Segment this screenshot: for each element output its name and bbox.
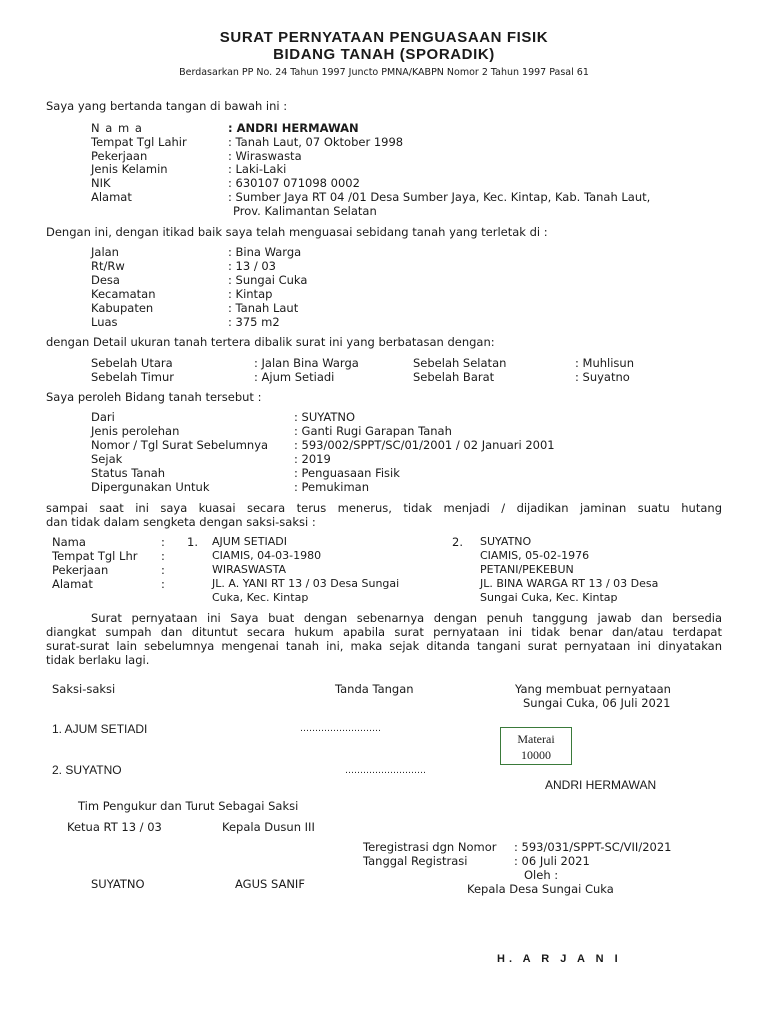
border-label-north: Sebelah Utara (91, 356, 173, 370)
land-value-regency: : Tanah Laut (228, 301, 299, 315)
person-label-birth: Tempat Tgl Lahir (91, 135, 187, 149)
acq-value-since: : 2019 (294, 452, 331, 466)
acq-value-prev-letter: : 593/002/SPPT/SC/01/2001 / 02 Januari 2001 (294, 438, 555, 452)
person-value-gender: : Laki-Laki (228, 162, 287, 176)
rt-head-label: Ketua RT 13 / 03 (67, 820, 162, 834)
witness-colon: : (161, 577, 165, 591)
witness1-birth: CIAMIS, 04-03-1980 (212, 549, 322, 562)
stamp-duty-box (500, 727, 572, 765)
witness-label-address: Alamat (52, 577, 93, 591)
document-title-line2: BIDANG TANAH (SPORADIK) (273, 46, 495, 63)
witness2-job: PETANI/PEKEBUN (480, 563, 574, 576)
witness1-name: AJUM SETIADI (212, 535, 287, 548)
registration-date-label: Tanggal Registrasi (363, 854, 468, 868)
person-label-name: N a m a (91, 121, 143, 135)
village-head-title: Kepala Desa Sungai Cuka (467, 882, 614, 896)
witness-label-birth: Tempat Tgl Lhr (52, 549, 138, 563)
witness1-job: WIRASWASTA (212, 563, 286, 576)
person-value-name: : ANDRI HERMAWAN (228, 121, 359, 135)
witness-colon: : (161, 563, 165, 577)
witness-colon: : (161, 549, 165, 563)
witness-label-name: Nama (52, 535, 86, 549)
team-heading: Tim Pengukur dan Turut Sebagai Saksi (78, 799, 299, 813)
land-intro-text: Dengan ini, dengan itikad baik saya telah menguasai sebidang tanah yang terletak di : (46, 225, 548, 239)
stamp-duty-value: 10000 (521, 748, 551, 762)
intro-text: Saya yang bertanda tangan di bawah ini : (46, 99, 288, 113)
person-value-nik: : 630107 071098 0002 (228, 176, 360, 190)
land-label-area: Luas (91, 315, 118, 329)
acq-value-status: : Penguasaan Fisik (294, 466, 400, 480)
acq-value-type: : Ganti Rugi Garapan Tanah (294, 424, 452, 438)
acq-label-prev-letter: Nomor / Tgl Surat Sebelumnya (91, 438, 269, 452)
witness2-name: SUYATNO (480, 535, 532, 548)
land-label-district: Kecamatan (91, 287, 156, 301)
witness1-address-line2: Cuka, Kec. Kintap (212, 591, 309, 604)
witness-sign-name-1: 1. AJUM SETIADI (52, 722, 148, 736)
village-head-name: H. A R J A N I (497, 953, 622, 965)
witness2-number: 2. (452, 535, 463, 549)
border-label-east: Sebelah Timur (91, 370, 175, 384)
registration-date-value: : 06 Juli 2021 (514, 854, 590, 868)
place-date: Sungai Cuka, 06 Juli 2021 (523, 696, 671, 710)
person-value-birth: : Tanah Laut, 07 Oktober 1998 (228, 135, 404, 149)
land-label-regency: Kabupaten (91, 301, 154, 315)
border-value-west: : Suyatno (575, 370, 630, 384)
rt-head-name: SUYATNO (91, 877, 145, 891)
signature-line-1: ……………………… (300, 724, 381, 734)
land-value-district: : Kintap (228, 287, 273, 301)
border-value-east: : Ajum Setiadi (254, 370, 335, 384)
maker-name: ANDRI HERMAWAN (545, 778, 657, 792)
land-value-village: : Sungai Cuka (228, 273, 308, 287)
by-label: Oleh : (524, 868, 559, 882)
dusun-head-name: AGUS SANIF (235, 877, 305, 891)
statement-line: diangkat sumpah dan dituntut secara hukum apabila surat pernyataan ini tidak benar dan/atau terdapat (46, 625, 722, 639)
witness1-address: JL. A. YANI RT 13 / 03 Desa Sungai (212, 577, 400, 590)
land-value-street: : Bina Warga (228, 245, 302, 259)
document-subtitle: Berdasarkan PP No. 24 Tahun 1997 Juncto PMNA/KABPN Nomor 2 Tahun 1997 Pasal 61 (179, 67, 589, 78)
witness1-number: 1. (187, 535, 198, 549)
land-value-rtrw: : 13 / 03 (228, 259, 276, 273)
acq-value-usage: : Pemukiman (294, 480, 370, 494)
statement-line: surat-surat lain sebelumnya mengenai tanah ini, maka sejak ditanda tangani surat pernyataan ini dinyatakan (46, 639, 722, 653)
registration-number-label: Teregistrasi dgn Nomor (363, 840, 497, 854)
document-title: SURAT PERNYATAAN PENGUASAAN FISIK (219, 29, 549, 46)
acq-label-usage: Dipergunakan Untuk (91, 480, 210, 494)
person-label-address: Alamat (91, 190, 132, 204)
statement-line: Surat pernyataan ini Saya buat dengan sebenarnya dengan penuh tanggung jawab dan bersedia (91, 611, 722, 625)
acq-value-from: : SUYATNO (294, 410, 356, 424)
witness2-birth: CIAMIS, 05-02-1976 (480, 549, 590, 562)
signature-line-2: ……………………… (345, 766, 426, 776)
acq-label-status: Status Tanah (91, 466, 166, 480)
land-label-street: Jalan (91, 245, 119, 259)
witness-intro-line2: dan tidak dalam sengketa dengan saksi-saksi : (46, 515, 316, 529)
witnesses-heading: Saksi-saksi (52, 682, 116, 696)
person-value-address-line2: Prov. Kalimantan Selatan (233, 204, 377, 218)
person-value-address: : Sumber Jaya RT 04 /01 Desa Sumber Jaya, Kec. Kintap, Kab. Tanah Laut, (228, 190, 651, 204)
witness2-address: JL. BINA WARGA RT 13 / 03 Desa (480, 577, 659, 590)
land-label-rtrw: Rt/Rw (91, 259, 125, 273)
witness-label-job: Pekerjaan (52, 563, 109, 577)
land-value-area: : 375 m2 (228, 315, 280, 329)
border-label-west: Sebelah Barat (413, 370, 495, 384)
statement-line: tidak berlaku lagi. (46, 653, 150, 667)
stamp-duty-label: Materai (517, 732, 555, 746)
acq-label-type: Jenis perolehan (91, 424, 180, 438)
border-value-north: : Jalan Bina Warga (254, 356, 359, 370)
person-label-job: Pekerjaan (91, 149, 148, 163)
witness-intro-line1: sampai saat ini saya kuasai secara terus menerus, tidak menjadi / dijadikan jaminan suatu hutang (46, 501, 722, 515)
border-intro-text: dengan Detail ukuran tanah tertera dibalik surat ini yang berbatasan dengan: (46, 335, 495, 349)
border-value-south: : Muhlisun (575, 356, 634, 370)
registration-number-value: : 593/031/SPPT-SC/VII/2021 (514, 840, 672, 854)
land-label-village: Desa (91, 273, 120, 287)
acquisition-intro-text: Saya peroleh Bidang tanah tersebut : (46, 390, 262, 404)
signature-heading: Tanda Tangan (335, 682, 414, 696)
border-label-south: Sebelah Selatan (413, 356, 507, 370)
acq-label-from: Dari (91, 410, 115, 424)
dusun-head-label: Kepala Dusun III (222, 820, 315, 834)
witness-sign-name-2: 2. SUYATNO (52, 763, 122, 777)
maker-heading: Yang membuat pernyataan (515, 682, 671, 696)
witness-colon: : (161, 535, 165, 549)
person-label-nik: NIK (91, 176, 111, 190)
witness2-address-line2: Sungai Cuka, Kec. Kintap (480, 591, 618, 604)
person-label-gender: Jenis Kelamin (91, 162, 168, 176)
acq-label-since: Sejak (91, 452, 123, 466)
person-value-job: : Wiraswasta (228, 149, 302, 163)
